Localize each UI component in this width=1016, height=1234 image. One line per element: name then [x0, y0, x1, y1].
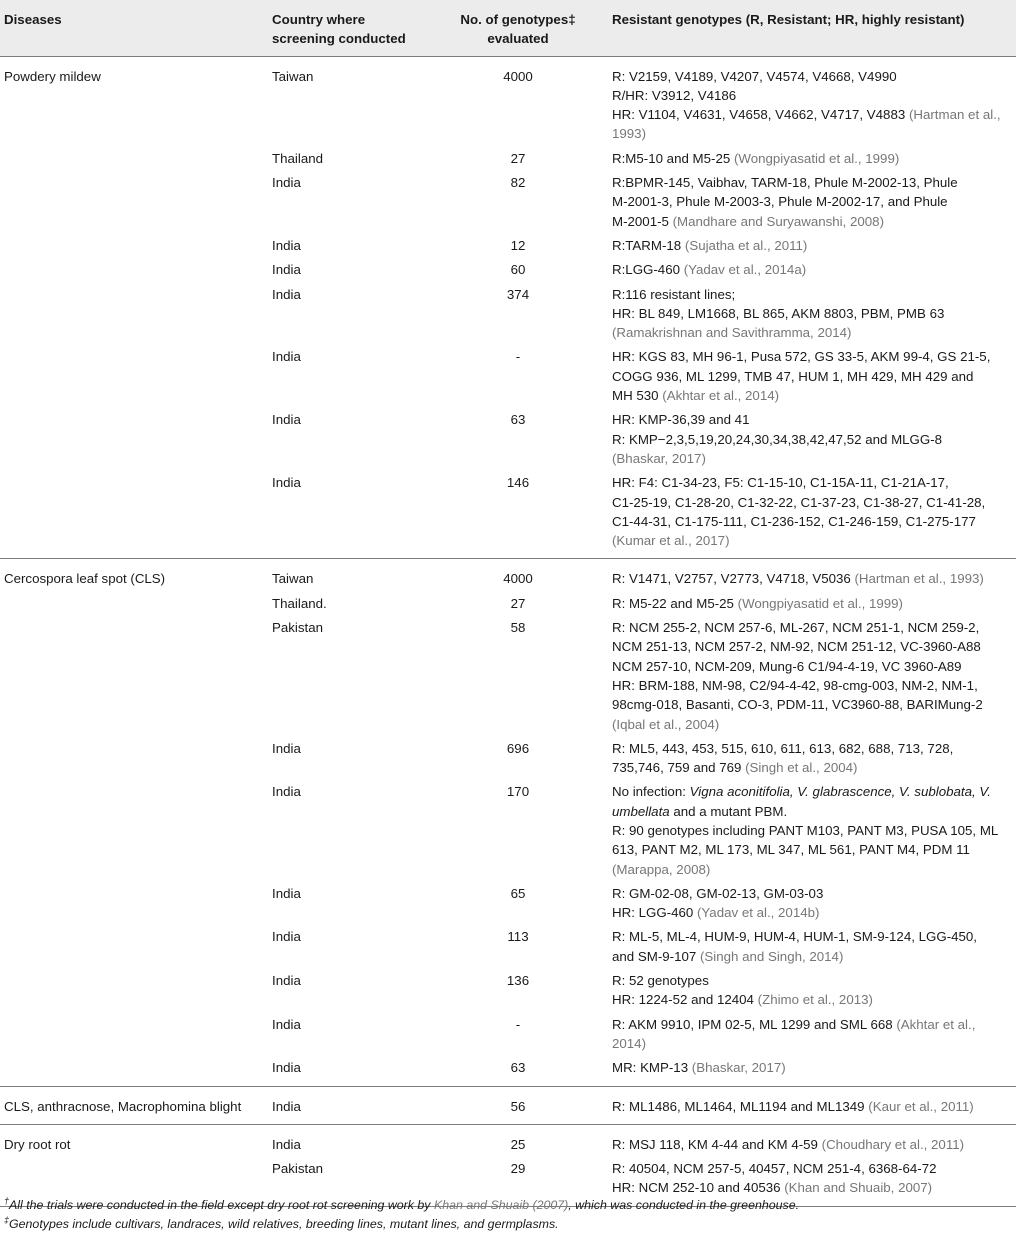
genotype-text: HR: BL 849, LM1668, BL 865, AKM 8803, PBM, PMB 63: [612, 305, 945, 321]
genotype-count-cell: 146: [424, 473, 612, 559]
genotype-text: R: V1471, V2757, V2773, V4718, V5036: [612, 571, 855, 587]
disease-cell: [0, 884, 272, 928]
genotype-text: MH 530: [612, 388, 663, 404]
genotype-text: R:M5-10 and M5-25: [612, 150, 734, 166]
disease-cell: [0, 927, 272, 971]
species-name: umbellata: [612, 803, 670, 819]
header-line: Country where: [272, 12, 366, 27]
genotype-count-cell: 65: [510, 885, 526, 901]
citation: (Kaur et al., 2011): [868, 1098, 974, 1114]
genotype-text: HR: KGS 83, MH 96-1, Pusa 572, GS 33-5, AKM 99-4, GS 21-5,: [612, 349, 991, 365]
genotype-text: R: ML-5, ML-4, HUM-9, HUM-4, HUM-1, SM-9-124, LGG-450,: [612, 929, 977, 945]
table-header: [0, 0, 1016, 56]
genotype-line: [612, 569, 1016, 588]
resistant-genotypes-cell: [612, 1124, 1016, 1159]
footnote-marker: †: [4, 1195, 10, 1206]
table-row: [0, 971, 1016, 1015]
genotype-text: R: AKM 9910, IPM 02-5, ML 1299 and SML 668: [612, 1016, 897, 1032]
table-row: [0, 1015, 1016, 1059]
table-row: [0, 149, 1016, 173]
genotype-line: [612, 67, 1016, 86]
country-cell: India: [272, 929, 301, 945]
genotype-line: [612, 758, 1016, 777]
genotype-count-cell: 136: [506, 973, 530, 989]
genotype-line: [612, 821, 1016, 840]
genotype-line: [612, 212, 1016, 231]
country-cell: Pakistan: [272, 620, 323, 636]
genotype-text: R:116 resistant lines;: [612, 286, 736, 302]
footnote-text: Genotypes include cultivars, landraces, wild relatives, breeding lines, mutant lines, and germplasms.: [9, 1217, 559, 1231]
table-row: [0, 1124, 1016, 1159]
country-cell: India: [272, 885, 301, 901]
resistant-genotypes-cell: [612, 347, 1016, 410]
genotype-line: [612, 1097, 1016, 1116]
header-line: Resistant genotypes (R, Resistant; HR, highly resistant): [612, 12, 965, 27]
genotype-line: [612, 1159, 1016, 1178]
column-header-2: [272, 0, 424, 56]
country-cell: Pakistan: [272, 1159, 424, 1206]
disease-cell: [0, 347, 272, 410]
citation: 1993): [612, 126, 647, 142]
genotype-text: 613, PANT M2, ML 173, ML 347, ML 561, PANT M4, PDM 11: [612, 842, 970, 858]
country-cell: India: [272, 1086, 424, 1124]
footnote: [4, 1215, 799, 1234]
genotype-text: HR: V1104, V4631, V4658, V4662, V4717, V4883: [612, 107, 909, 123]
genotype-text: 735,746, 759 and 769: [612, 760, 746, 776]
genotype-count-cell: 27: [510, 595, 526, 611]
citation: (Yadav et al., 2014b): [696, 905, 820, 921]
resistant-genotypes-cell: [612, 473, 1016, 559]
genotype-text: and SM-9-107: [612, 948, 700, 964]
genotype-line: [612, 386, 1016, 405]
table-row: [0, 173, 1016, 236]
citation: (Hartman et al.,: [908, 107, 1001, 123]
genotype-line: [612, 304, 1016, 323]
genotype-line: [612, 927, 1016, 946]
genotype-line: [612, 802, 1016, 821]
citation: (Khan and Shuaib, 2007): [784, 1180, 933, 1196]
genotype-text: R: KMP−2,3,5,19,20,24,30,34,38,42,47,52 and MLGG-8: [612, 431, 943, 447]
header-line: Diseases: [4, 12, 62, 27]
citation: (Kumar et al., 2017): [612, 533, 730, 549]
genotype-line: [612, 971, 1016, 990]
country-cell: Thailand: [272, 150, 324, 166]
resistant-genotypes-cell: [612, 1086, 1016, 1124]
genotype-text: M-2001-3, Phule M-2003-3, Phule M-2002-17, and Phule: [612, 194, 948, 210]
citation: (Yadav et al., 2014a): [683, 262, 807, 278]
genotype-text: R: V2159, V4189, V4207, V4574, V4668, V4990: [612, 68, 897, 84]
genotype-line: [612, 715, 1016, 734]
disease-cell: [0, 618, 272, 739]
genotype-line: [612, 657, 1016, 676]
resistant-genotypes-cell: [612, 260, 1016, 284]
table-body: [0, 56, 1016, 1206]
citation: (Zhimo et al., 2013): [757, 992, 873, 1008]
disease-cell: [0, 473, 272, 559]
genotype-text: C1-25-19, C1-28-20, C1-32-22, C1-37-23, C1-38-27, C1-41-28,: [612, 494, 986, 510]
genotype-text: COGG 936, ML 1299, TMB 47, HUM 1, MH 429, MH 429 and: [612, 368, 974, 384]
country-cell: India: [272, 175, 301, 191]
genotype-line: [612, 430, 1016, 449]
footnote: [4, 1196, 799, 1215]
resistant-genotypes-cell: [612, 594, 1016, 618]
genotype-line: [612, 531, 1016, 550]
resistant-genotypes-cell: [612, 285, 1016, 348]
column-header-1: [0, 0, 272, 56]
genotype-text: MR: KMP-13: [612, 1060, 692, 1076]
genotype-line: [612, 637, 1016, 656]
resistant-genotypes-cell: [612, 927, 1016, 971]
country-cell: India: [272, 412, 301, 428]
country-cell: India: [272, 740, 301, 756]
genotype-line: [612, 1178, 1016, 1197]
citation: (Ramakrishnan and Savithramma, 2014): [612, 325, 852, 341]
table-row: [0, 1058, 1016, 1086]
resistant-genotypes-cell: [612, 782, 1016, 883]
disease-cell: [0, 260, 272, 284]
country-cell: India: [272, 1136, 301, 1152]
genotype-count-cell: 29: [424, 1159, 612, 1206]
disease-cell: [0, 739, 272, 783]
disease-cell: [0, 149, 272, 173]
column-header-3: [424, 0, 612, 56]
citation: (Wongpiyasatid et al., 1999): [737, 595, 903, 611]
resistant-genotypes-cell: [612, 410, 1016, 473]
table-row: [0, 739, 1016, 783]
citation: (Choudhary et al., 2011): [821, 1136, 965, 1152]
genotype-text: HR: F4: C1-34-23, F5: C1-15-10, C1-15A-11, C1-21A-17,: [612, 475, 949, 491]
disease-cell: [0, 971, 272, 1015]
genotype-line: [612, 860, 1016, 879]
table-row: [0, 347, 1016, 410]
header-row: [0, 0, 1016, 56]
table-row: [0, 260, 1016, 284]
country-cell: India: [272, 1058, 424, 1086]
country-cell: India: [272, 286, 301, 302]
genotype-line: [612, 739, 1016, 758]
resistant-genotypes-cell: [612, 971, 1016, 1015]
table-footnotes: [4, 1196, 799, 1234]
genotype-line: [612, 124, 1016, 143]
genotype-count-cell: 25: [510, 1136, 526, 1152]
resistant-genotypes-cell: [612, 884, 1016, 928]
genotype-line: [612, 493, 1016, 512]
genotype-count-cell: 696: [506, 740, 530, 756]
citation: Khan and Shuaib (2007): [433, 1198, 569, 1212]
disease-cell: [0, 285, 272, 348]
genotype-line: [612, 347, 1016, 366]
genotype-line: [612, 947, 1016, 966]
disease-cell: [0, 1015, 272, 1059]
genotype-text: R: 40504, NCM 257-5, 40457, NCM 251-4, 6368-64-72: [612, 1161, 937, 1177]
table-row: [0, 236, 1016, 260]
citation: (Wongpiyasatid et al., 1999): [733, 150, 900, 166]
resistant-genotypes-cell: [612, 1015, 1016, 1059]
country-cell: Thailand.: [272, 595, 327, 611]
genotype-text: HR: KMP-36,39 and 41: [612, 412, 750, 428]
genotype-count-cell: 63: [424, 1058, 612, 1086]
genotype-line: [612, 449, 1016, 468]
genotype-count-cell: 4000: [503, 68, 533, 84]
genotype-count-cell: 374: [506, 286, 530, 302]
genotype-line: [612, 149, 1016, 168]
resistant-genotypes-cell: [612, 173, 1016, 236]
genotype-count-cell: 56: [424, 1086, 612, 1124]
country-cell: Taiwan: [272, 571, 314, 587]
genotype-text: R:TARM-18: [612, 237, 685, 253]
disease-cell: Powdery mildew: [4, 68, 101, 84]
disease-cell: [0, 1058, 272, 1086]
genotype-line: [612, 285, 1016, 304]
header-line: screening conducted: [272, 31, 406, 47]
country-cell: India: [272, 237, 301, 253]
citation: (Iqbal et al., 2004): [612, 716, 720, 732]
table-row: [0, 927, 1016, 971]
disease-cell: Dry root rot: [4, 1136, 71, 1152]
disease-cell: CLS, anthracnose, Macrophomina blight: [0, 1086, 272, 1124]
genotype-line: [612, 884, 1016, 903]
genotype-line: [612, 86, 1016, 105]
genotype-count-cell: 63: [510, 412, 526, 428]
genotype-line: [612, 618, 1016, 637]
genotype-line: [612, 990, 1016, 1009]
genotype-text: C1-44-31, C1-175-111, C1-236-152, C1-246-159, C1-275-177: [612, 513, 976, 529]
table-row: [0, 410, 1016, 473]
country-cell: India: [272, 973, 301, 989]
citation: (Akhtar et al., 2014): [662, 388, 780, 404]
table-row: [0, 1086, 1016, 1124]
genotype-count-cell: 60: [510, 262, 526, 278]
genotype-text: 98cmg-018, Basanti, CO-3, PDM-11, VC3960-88, BARIMung-2: [612, 697, 983, 713]
resistant-genotypes-cell: [612, 739, 1016, 783]
genotype-line: [612, 1058, 1016, 1077]
genotype-text: R: ML1486, ML1464, ML1194 and ML1349: [612, 1098, 869, 1114]
genotype-count-cell: 113: [507, 929, 529, 945]
genotype-text: and a mutant PBM.: [669, 803, 788, 819]
genotype-line: [612, 782, 1016, 801]
genotype-text: HR: LGG-460: [612, 905, 697, 921]
species-name: Vigna aconitifolia, V. glabrascence, V. sublobata, V.: [689, 784, 991, 800]
resistant-genotypes-cell: [612, 236, 1016, 260]
genotype-text: R: ML5, 443, 453, 515, 610, 611, 613, 682, 688, 713, 728,: [612, 740, 954, 756]
citation: (Akhtar et al.,: [896, 1016, 976, 1032]
citation: (Hartman et al., 1993): [854, 571, 984, 587]
genotype-text: HR: 1224-52 and 12404: [612, 992, 758, 1008]
disease-cell: [0, 236, 272, 260]
disease-cell: Cercospora leaf spot (CLS): [4, 571, 166, 587]
resistant-genotypes-cell: [612, 618, 1016, 739]
country-cell: Taiwan: [272, 68, 314, 84]
table-row: [0, 473, 1016, 559]
table-row: [0, 594, 1016, 618]
genotype-text: R/HR: V3912, V4186: [612, 87, 737, 103]
citation: (Bhaskar, 2017): [691, 1060, 786, 1076]
table-row: [0, 56, 1016, 149]
country-cell: India: [272, 349, 301, 365]
disease-cell: [0, 782, 272, 883]
country-cell: India: [272, 473, 424, 559]
genotype-line: [612, 473, 1016, 492]
header-line: No. of genotypes‡: [460, 12, 576, 27]
citation: 2014): [612, 1035, 647, 1051]
genotype-count-cell: 12: [510, 237, 526, 253]
citation: (Marappa, 2008): [612, 861, 711, 877]
genotype-line: [612, 105, 1016, 124]
genotype-line: [612, 236, 1016, 255]
disease-cell: [0, 594, 272, 618]
genotype-line: [612, 695, 1016, 714]
genotype-count-cell: 58: [510, 620, 526, 636]
genotype-text: R: M5-22 and M5-25: [612, 595, 738, 611]
genotype-count-cell: -: [515, 349, 521, 365]
genotype-line: [612, 512, 1016, 531]
country-cell: India: [272, 262, 301, 278]
country-cell: India: [272, 784, 301, 800]
genotype-line: [612, 903, 1016, 922]
resistant-genotypes-cell: [612, 559, 1016, 594]
genotype-line: [612, 1015, 1016, 1034]
table-row: [0, 285, 1016, 348]
genotype-line: [612, 594, 1016, 613]
citation: (Singh et al., 2004): [745, 760, 858, 776]
country-cell: India: [272, 1016, 301, 1032]
genotype-line: [612, 676, 1016, 695]
genotype-text: NCM 251-13, NCM 257-2, NM-92, NCM 251-12, VC-3960-A88: [612, 639, 981, 655]
genotype-line: [612, 260, 1016, 279]
genotype-line: [612, 192, 1016, 211]
genotype-count-cell: 27: [510, 150, 526, 166]
footnote-text: All the trials were conducted in the field except dry root rot screening work by: [9, 1198, 434, 1212]
table-row: [0, 782, 1016, 883]
genotype-text: R:BPMR-145, Vaibhav, TARM-18, Phule M-2002-13, Phule: [612, 175, 958, 191]
column-header-4: [612, 0, 1016, 56]
genotype-line: [612, 1034, 1016, 1053]
genotype-count-cell: 82: [510, 175, 526, 191]
genotype-line: [612, 367, 1016, 386]
genotype-count-cell: -: [515, 1016, 521, 1032]
resistant-genotypes-cell: [612, 149, 1016, 173]
table-row: [0, 559, 1016, 594]
genotype-text: R: GM-02-08, GM-02-13, GM-03-03: [612, 885, 824, 901]
genotype-text: R: MSJ 118, KM 4-44 and KM 4-59: [612, 1136, 822, 1152]
genotype-line: [612, 173, 1016, 192]
genotype-line: [612, 323, 1016, 342]
genotype-text: R: NCM 255-2, NCM 257-6, ML-267, NCM 251-1, NCM 259-2,: [612, 620, 980, 636]
genotype-line: [612, 840, 1016, 859]
genotype-text: HR: BRM-188, NM-98, C2/94-4-42, 98-cmg-003, NM-2, NM-1,: [612, 677, 978, 693]
genotype-count-cell: 4000: [503, 571, 533, 587]
table-row: [0, 884, 1016, 928]
footnote-marker: ‡: [4, 1214, 10, 1225]
citation: (Sujatha et al., 2011): [684, 237, 808, 253]
genotype-text: No infection:: [612, 784, 690, 800]
genotype-text: NCM 257-10, NCM-209, Mung-6 C1/94-4-19, VC 3960-A89: [612, 658, 962, 674]
disease-cell: [0, 410, 272, 473]
genotype-text: HR: NCM 252-10 and 40536: [612, 1180, 785, 1196]
header-line: evaluated: [487, 31, 549, 47]
table-row: [0, 618, 1016, 739]
citation: (Singh and Singh, 2014): [699, 948, 844, 964]
genotype-text: R: 90 genotypes including PANT M103, PANT M3, PUSA 105, ML: [612, 822, 999, 838]
resistant-genotypes-cell: [612, 56, 1016, 149]
footnote-text: , which was conducted in the greenhouse.: [568, 1198, 800, 1212]
citation: (Bhaskar, 2017): [612, 450, 706, 466]
genotype-count-cell: 170: [506, 784, 530, 800]
genotype-text: R: 52 genotypes: [612, 973, 709, 989]
genotype-text: R:LGG-460: [612, 262, 684, 278]
disease-cell: [0, 173, 272, 236]
resistant-genotypes-cell: [612, 1058, 1016, 1086]
genotype-line: [612, 1135, 1016, 1154]
genotype-text: M-2001-5: [612, 213, 673, 229]
genotype-line: [612, 410, 1016, 429]
citation: (Mandhare and Suryawanshi, 2008): [672, 213, 885, 229]
